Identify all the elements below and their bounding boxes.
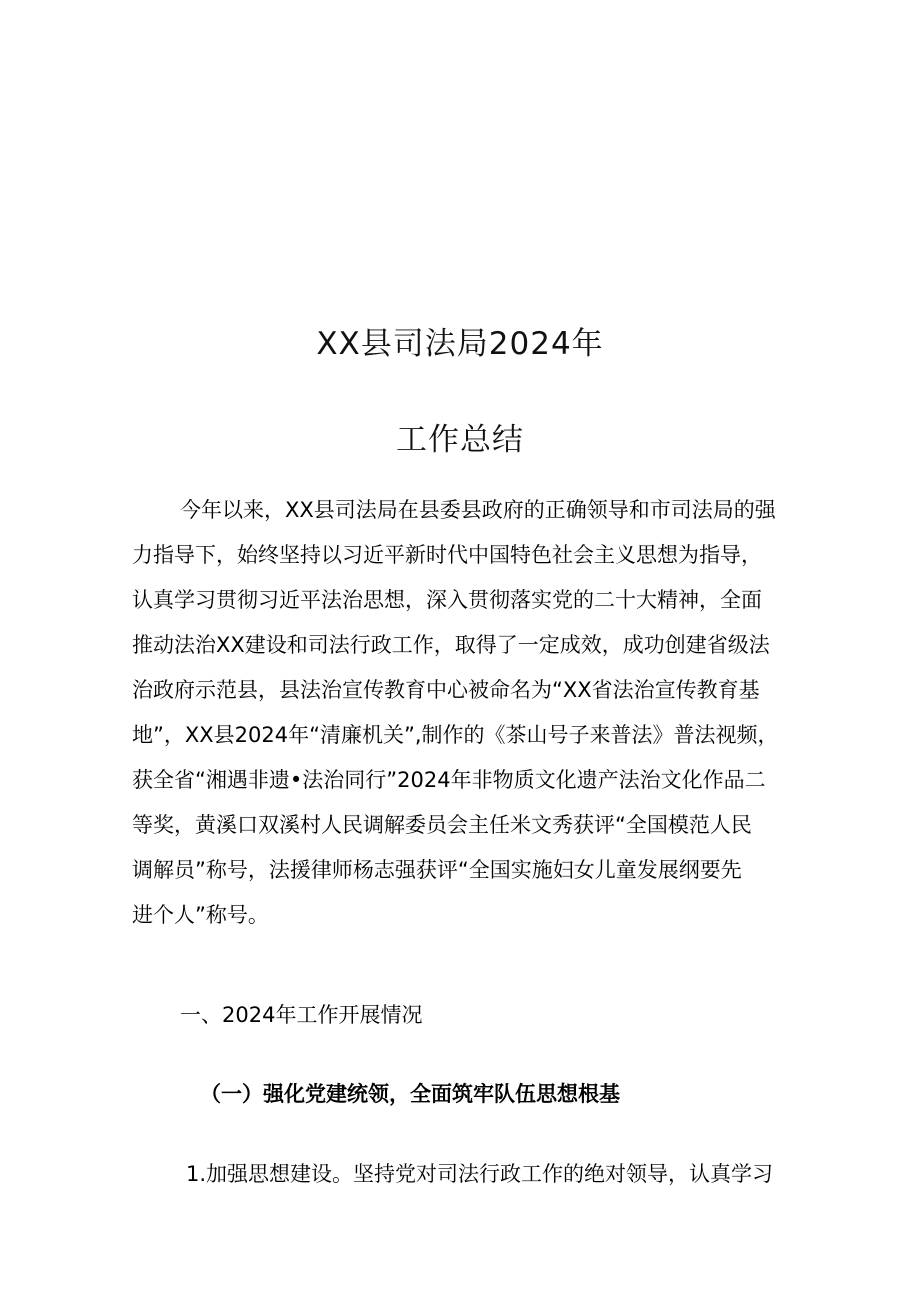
document-title-line-1: XX县司法局2024年 — [316, 326, 604, 362]
intro-line: 获全省“湘遇非遗•法治同行”2024年非物质文化遗产法治文化作品二 — [132, 768, 766, 792]
intro-line: 进个人”称号。 — [132, 903, 269, 927]
item-paragraph: 1.加强思想建设。坚持党对司法行政工作的绝对领导，认真学习 — [186, 1162, 774, 1186]
intro-line: 认真学习贯彻习近平法治思想，深入贯彻落实党的二十大精神，全面 — [132, 588, 762, 612]
intro-line: 推动法治XX建设和司法行政工作，取得了一定成效，成功创建省级法 — [132, 633, 770, 657]
intro-line: 治政府示范县，县法治宣传教育中心被命名为“XX省法治宣传教育基 — [132, 678, 760, 702]
intro-line: 等奖，黄溪口双溪村人民调解委员会主任米文秀获评“全国模范人民 — [132, 813, 752, 837]
intro-paragraph — [132, 488, 812, 938]
intro-line: 地”，XX县2024年“清廉机关”,制作的《茶山号子来普法》普法视频， — [132, 723, 779, 747]
section-heading: 一、2024年工作开展情况 — [180, 1003, 423, 1027]
document-title-line-2: 工作总结 — [396, 422, 524, 458]
intro-line: 力指导下，始终坚持以习近平新时代中国特色社会主义思想为指导， — [132, 543, 762, 567]
intro-line: 今年以来，XX县司法局在县委县政府的正确领导和市司法局的强 — [180, 498, 776, 522]
intro-line: 调解员”称号，法援律师杨志强获评“全国实施妇女儿童发展纲要先 — [132, 858, 742, 882]
subsection-heading: （一）强化党建统领，全面筑牢队伍思想根基 — [200, 1082, 620, 1106]
